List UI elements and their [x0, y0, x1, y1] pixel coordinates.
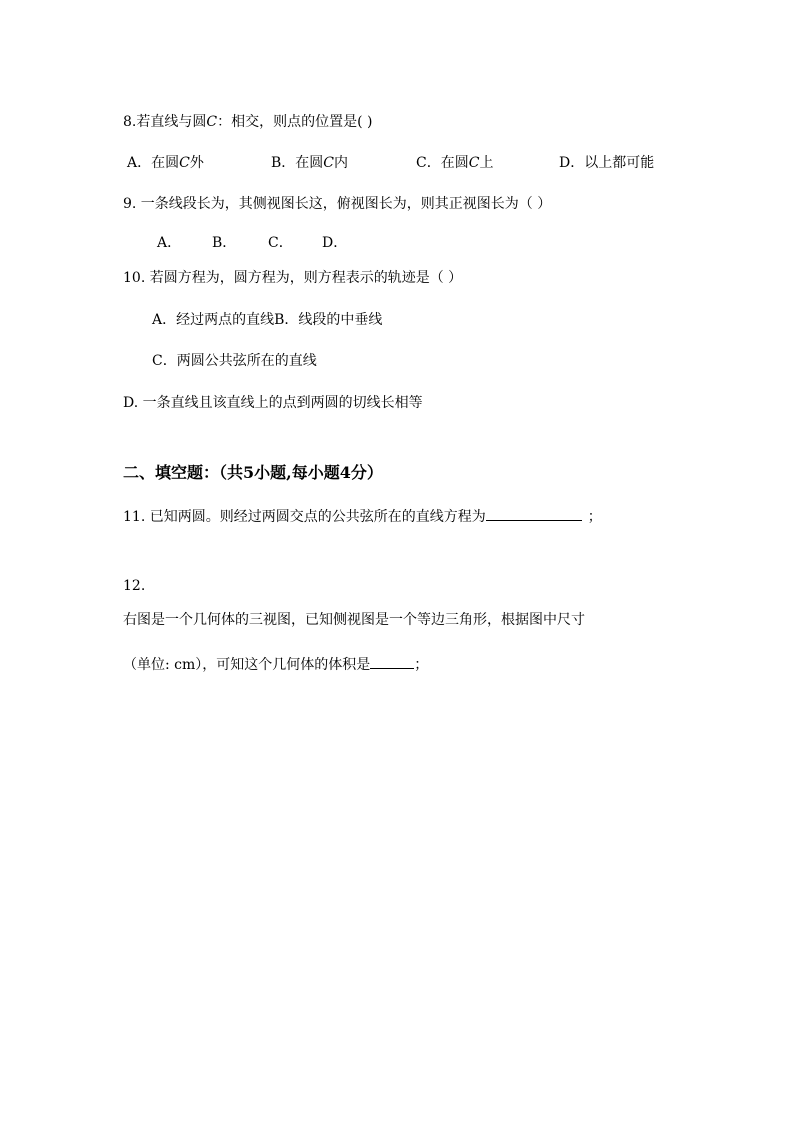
q8-option-d: D．以上都可能	[559, 155, 655, 171]
section-title: 二、填空题：（共5小题,每小题4分）	[123, 463, 383, 482]
q9-option-a: A．	[157, 235, 182, 251]
q10-option-d: D. 一条直线且该直线上的点到两圆的切线长相等	[123, 395, 423, 411]
q10-option-ab: A．经过两点的直线B．线段的中垂线	[152, 312, 383, 328]
q10-stem: 10. 若圆方程为，圆方程为，则方程表示的轨迹是（ ）	[123, 270, 463, 286]
q9-option-b: B．	[212, 235, 237, 251]
q12-number: 12.	[123, 578, 146, 594]
q12-line1: 右图是一个几何体的三视图，已知侧视图是一个等边三角形，根据图中尺寸	[123, 612, 585, 628]
q9-option-d: D．	[322, 235, 348, 251]
q12-answer-blank[interactable]	[370, 654, 414, 669]
q8-stem: 8.若直线与圆C：相交，则点的位置是( )	[123, 114, 373, 130]
q12-line2: （单位: cm），可知这个几何体的体积是 ；	[123, 654, 428, 675]
q8-option-a: A．在圆C外	[127, 155, 204, 171]
q8-option-b: B．在圆C内	[271, 155, 349, 171]
q8-option-c: C．在圆C上	[416, 155, 494, 171]
q9-option-c: C．	[268, 235, 293, 251]
q9-stem: 9. 一条线段长为，其侧视图长这，俯视图长为，则其正视图长为（ ）	[123, 196, 552, 212]
q11-stem: 11. 已知两圆。则经过两圆交点的公共弦所在的直线方程为 ；	[123, 506, 602, 527]
q11-answer-blank[interactable]	[486, 506, 582, 521]
q10-option-c: C．两圆公共弦所在的直线	[152, 353, 317, 369]
